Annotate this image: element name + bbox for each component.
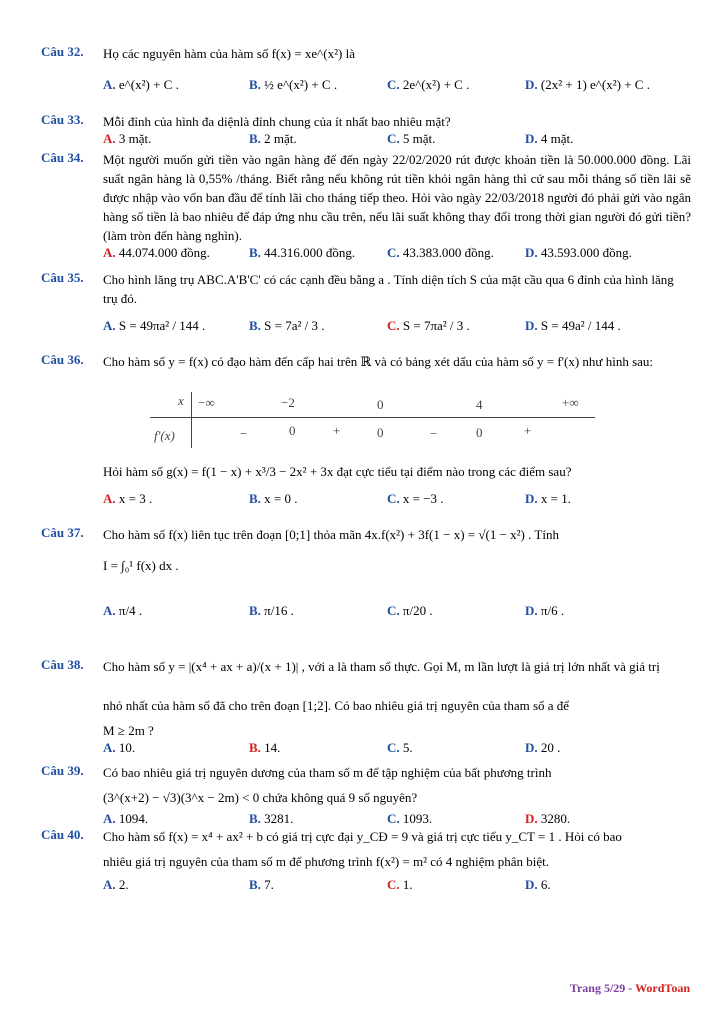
brand-name: WordToan	[635, 981, 690, 995]
option-c[interactable]: C. 5 mặt.	[387, 131, 436, 146]
question-34	[41, 150, 691, 265]
option-a[interactable]: A. e^(x²) + C .	[103, 77, 179, 92]
option-c[interactable]: C. 5.	[387, 740, 413, 755]
question-text-line2: (3^(x+2) − √3)(3^x − 2m) < 0 chứa không quá 9 số nguyên?	[103, 790, 418, 805]
sign: −	[240, 426, 248, 441]
option-d[interactable]: D. x = 1.	[525, 491, 571, 506]
question-36	[41, 352, 691, 371]
x-value: 0	[377, 397, 384, 412]
question-text-integral: I = ∫₀¹ f(x) dx .	[103, 558, 179, 573]
sign: −	[430, 426, 438, 441]
question-text-line2: nhiêu giá trị nguyên của tham số m để phương trình f(x²) = m² có 4 nghiệm phân biệt.	[103, 854, 550, 869]
question-text: Cho hàm số y = |(x⁴ + ax + a)/(x + 1)| , với a là tham số thực. Gọi M, m lần lượt là giá trị lớn nhất và giá trị	[103, 659, 660, 674]
option-b[interactable]: B. 7.	[249, 877, 274, 892]
options-row	[103, 491, 691, 511]
options-row	[103, 77, 691, 97]
row-label-fprime: f'(x)	[154, 428, 175, 443]
option-c[interactable]: C. 43.383.000 đồng.	[387, 245, 494, 260]
option-d[interactable]: D. 3280.	[525, 811, 571, 826]
option-a[interactable]: A. 2.	[103, 877, 129, 892]
question-label: Câu 38.	[41, 657, 84, 672]
sign: 0	[476, 425, 483, 440]
option-b[interactable]: B. 14.	[249, 740, 281, 755]
options-row	[103, 318, 691, 338]
question-text: Hỏi hàm số g(x) = f(1 − x) + x³/3 − 2x² + 3x đạt cực tiểu tại điểm nào trong các điểm sau?	[103, 464, 572, 479]
option-a[interactable]: A. 1094.	[103, 811, 149, 826]
option-a[interactable]: A. 10.	[103, 740, 136, 755]
sign-table	[150, 390, 595, 450]
question-label: Câu 34.	[41, 150, 84, 165]
question-text: Cho hàm số y = f(x) có đạo hàm đến cấp hai trên ℝ và có bảng xét dấu của hàm số y = f'(x) như hình sau:	[103, 354, 654, 369]
page-footer	[570, 981, 690, 996]
option-b[interactable]: B. π/16 .	[249, 603, 294, 618]
option-a[interactable]: A. 44.074.000 đồng.	[103, 245, 210, 260]
table-divider-horizontal	[150, 417, 595, 418]
sign: 0	[377, 425, 384, 440]
question-text: Một người muốn gửi tiền vào ngân hàng để đến ngày 22/02/2020 rút được khoản tiền là 50.000.000 đồng. Lãi suất ngân hàng là 0,55% /tháng. Biết rằng nếu không rút tiền khỏi ngân hàng thì cứ sau mỗi tháng số tiền lãi sẽ được nhập vào vốn ban đầu để tính lãi cho tháng tiếp theo. Hỏi vào ngày 22/03/2018 người đó phải gửi vào ngân hàng số tiền là bao nhiêu để đáp ứng nhu cầu trên, nếu lãi suất không thay đổi trong thời gian người đó gửi tiền? (làm tròn đến hàng nghìn).	[103, 152, 691, 243]
option-d[interactable]: D. S = 49a² / 144 .	[525, 318, 621, 333]
options-row	[103, 877, 691, 897]
option-d[interactable]: D. 4 mặt.	[525, 131, 574, 146]
option-b[interactable]: B. S = 7a² / 3 .	[249, 318, 325, 333]
options-row	[103, 740, 691, 760]
question-36-part2	[41, 462, 691, 511]
question-text-line2: nhỏ nhất của hàm số đã cho trên đoạn [1;2]. Có bao nhiêu giá trị nguyên của tham số a để	[103, 698, 570, 713]
option-b[interactable]: B. 44.316.000 đồng.	[249, 245, 356, 260]
question-label: Câu 35.	[41, 270, 84, 285]
options-row	[103, 603, 691, 623]
page-number: Trang 5/29 -	[569, 981, 636, 995]
option-c[interactable]: C. 1093.	[387, 811, 433, 826]
question-39	[41, 763, 691, 831]
option-b[interactable]: B. ½ e^(x²) + C .	[249, 77, 338, 92]
option-c[interactable]: C. S = 7πa² / 3 .	[387, 318, 470, 333]
option-c[interactable]: C. π/20 .	[387, 603, 433, 618]
question-35	[41, 270, 691, 338]
question-text-line3: M ≥ 2m ?	[103, 723, 154, 738]
question-text: Mỗi đỉnh của hình đa diệnlà đỉnh chung của ít nhất bao nhiêu mặt?	[103, 114, 451, 129]
question-text: Cho hình lăng trụ ABC.A'B'C' có các cạnh đều bằng a . Tính diện tích S của mặt cầu qua 6 đỉnh của hình lăng trụ đó.	[103, 272, 674, 306]
option-a[interactable]: A. π/4 .	[103, 603, 143, 618]
option-b[interactable]: B. 3281.	[249, 811, 294, 826]
x-value: +∞	[562, 395, 579, 410]
question-text: Cho hàm số f(x) = x⁴ + ax² + b có giá trị cực đại y_CĐ = 9 và giá trị cực tiểu y_CT = 1 . Hỏi có bao	[103, 829, 622, 844]
option-d[interactable]: D. (2x² + 1) e^(x²) + C .	[525, 77, 650, 92]
question-38	[41, 657, 691, 760]
option-a[interactable]: A. 3 mặt.	[103, 131, 152, 146]
option-a[interactable]: A. S = 49πa² / 144 .	[103, 318, 206, 333]
option-a[interactable]: A. x = 3 .	[103, 491, 153, 506]
question-text: Cho hàm số f(x) liên tục trên đoạn [0;1] thỏa mãn 4x.f(x²) + 3f(1 − x) = √(1 − x²) . Tính	[103, 527, 559, 542]
question-37	[41, 525, 691, 623]
x-value: −∞	[198, 395, 215, 410]
sign: +	[333, 423, 341, 438]
x-value: 4	[476, 397, 483, 412]
x-value: −2	[281, 395, 295, 410]
option-c[interactable]: C. x = −3 .	[387, 491, 444, 506]
option-b[interactable]: B. 2 mặt.	[249, 131, 297, 146]
option-d[interactable]: D. 43.593.000 đồng.	[525, 245, 632, 260]
sign: 0	[289, 423, 296, 438]
question-33	[41, 112, 691, 151]
option-c[interactable]: C. 2e^(x²) + C .	[387, 77, 470, 92]
question-text: Có bao nhiêu giá trị nguyên dương của tham số m để tập nghiệm của bất phương trình	[103, 765, 552, 780]
question-text: Họ các nguyên hàm của hàm số f(x) = xe^(x²) là	[103, 46, 355, 61]
row-label-x: x	[178, 393, 184, 408]
question-label: Câu 36.	[41, 352, 84, 367]
option-b[interactable]: B. x = 0 .	[249, 491, 298, 506]
question-label: Câu 33.	[41, 112, 84, 127]
sign: +	[524, 423, 532, 438]
option-d[interactable]: D. 20 .	[525, 740, 561, 755]
option-d[interactable]: D. π/6 .	[525, 603, 565, 618]
options-row	[103, 245, 691, 265]
table-divider-vertical	[191, 392, 192, 448]
question-32	[41, 44, 691, 97]
question-40	[41, 827, 691, 897]
question-label: Câu 37.	[41, 525, 84, 540]
options-row	[103, 131, 691, 151]
question-label: Câu 40.	[41, 827, 84, 842]
question-label: Câu 39.	[41, 763, 84, 778]
option-d[interactable]: D. 6.	[525, 877, 551, 892]
question-label: Câu 32.	[41, 44, 84, 59]
option-c[interactable]: C. 1.	[387, 877, 413, 892]
